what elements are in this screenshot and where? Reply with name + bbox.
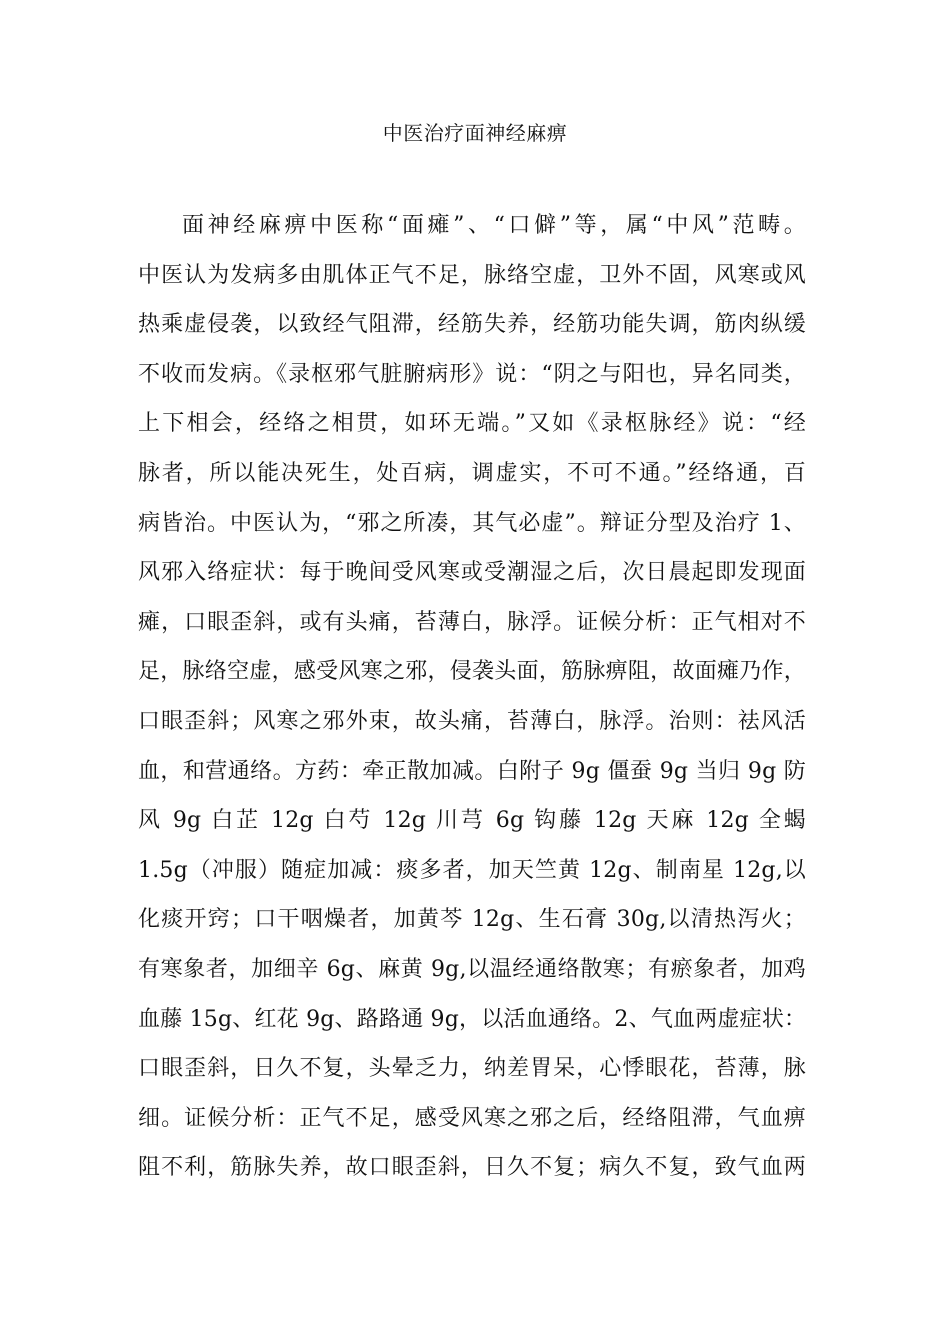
paragraph-line-11: 口眼歪斜；风寒之邪外束，故头痛，苔薄白，脉浮。治则：祛风活 <box>138 708 806 734</box>
paragraph-line-1: 面神经麻痹中医称“面瘫”、“口僻”等，属“中风”范畴。 <box>182 213 806 238</box>
paragraph-line-18: 口眼歪斜，日久不复，头晕乏力，纳差胃呆，心悸眼花，苔薄，脉 <box>138 1056 806 1082</box>
paragraph-line-3: 热乘虚侵袭，以致经气阻滞，经筋失养，经筋功能失调，筋肉纵缓 <box>138 312 806 338</box>
paragraph-line-16: 有寒象者，加细辛 6g、麻黄 9g,以温经通络散寒；有瘀象者，加鸡 <box>138 956 806 982</box>
paragraph-line-17: 血藤 15g、红花 9g、路路通 9g，以活血通络。2、气血两虚症状： <box>138 1006 807 1032</box>
document-title: 中医治疗面神经麻痹 <box>382 121 568 145</box>
paragraph-line-4: 不收而发病。《录枢邪气脏腑病形》说：“阴之与阳也，异名同类， <box>138 361 806 387</box>
paragraph-line-7: 病皆治。中医认为，“邪之所凑，其气必虚”。辩证分型及治疗 1、 <box>138 510 806 536</box>
paragraph-line-9: 瘫，口眼歪斜，或有头痛，苔薄白，脉浮。证候分析：正气相对不 <box>138 609 806 635</box>
paragraph-line-5: 上下相会，经络之相贯，如环无端。”又如《录枢脉经》说：“经 <box>138 411 806 437</box>
paragraph-line-2: 中医认为发病多由肌体正气不足，脉络空虚，卫外不固，风寒或风 <box>138 262 806 288</box>
paragraph-line-12: 血，和营通络。方药：牵正散加减。白附子 9g 僵蚕 9g 当归 9g 防 <box>138 758 806 784</box>
paragraph-line-14: 1.5g（冲服）随症加减：痰多者，加天竺黄 12g、制南星 12g,以 <box>138 857 806 883</box>
paragraph-line-20: 阻不利，筋脉失养，故口眼歪斜，日久不复；病久不复，致气血两 <box>138 1155 806 1181</box>
paragraph-line-6: 脉者，所以能决死生，处百病，调虚实，不可不通。”经络通，百 <box>138 460 806 486</box>
paragraph-line-19: 细。证候分析：正气不足，感受风寒之邪之后，经络阻滞，气血痹 <box>138 1105 806 1131</box>
document-body <box>138 201 806 1193</box>
paragraph-line-15: 化痰开窍；口干咽燥者，加黄芩 12g、生石膏 30g,以清热泻火； <box>138 907 806 933</box>
paragraph-line-13: 风 9g 白芷 12g 白芍 12g 川芎 6g 钩藤 12g 天麻 12g 全蝎 <box>138 808 806 834</box>
paragraph-line-10: 足，脉络空虚，感受风寒之邪，侵袭头面，筋脉痹阻，故面瘫乃作， <box>138 659 806 685</box>
paragraph-line-8: 风邪入络症状：每于晚间受风寒或受潮湿之后，次日晨起即发现面 <box>138 560 806 586</box>
